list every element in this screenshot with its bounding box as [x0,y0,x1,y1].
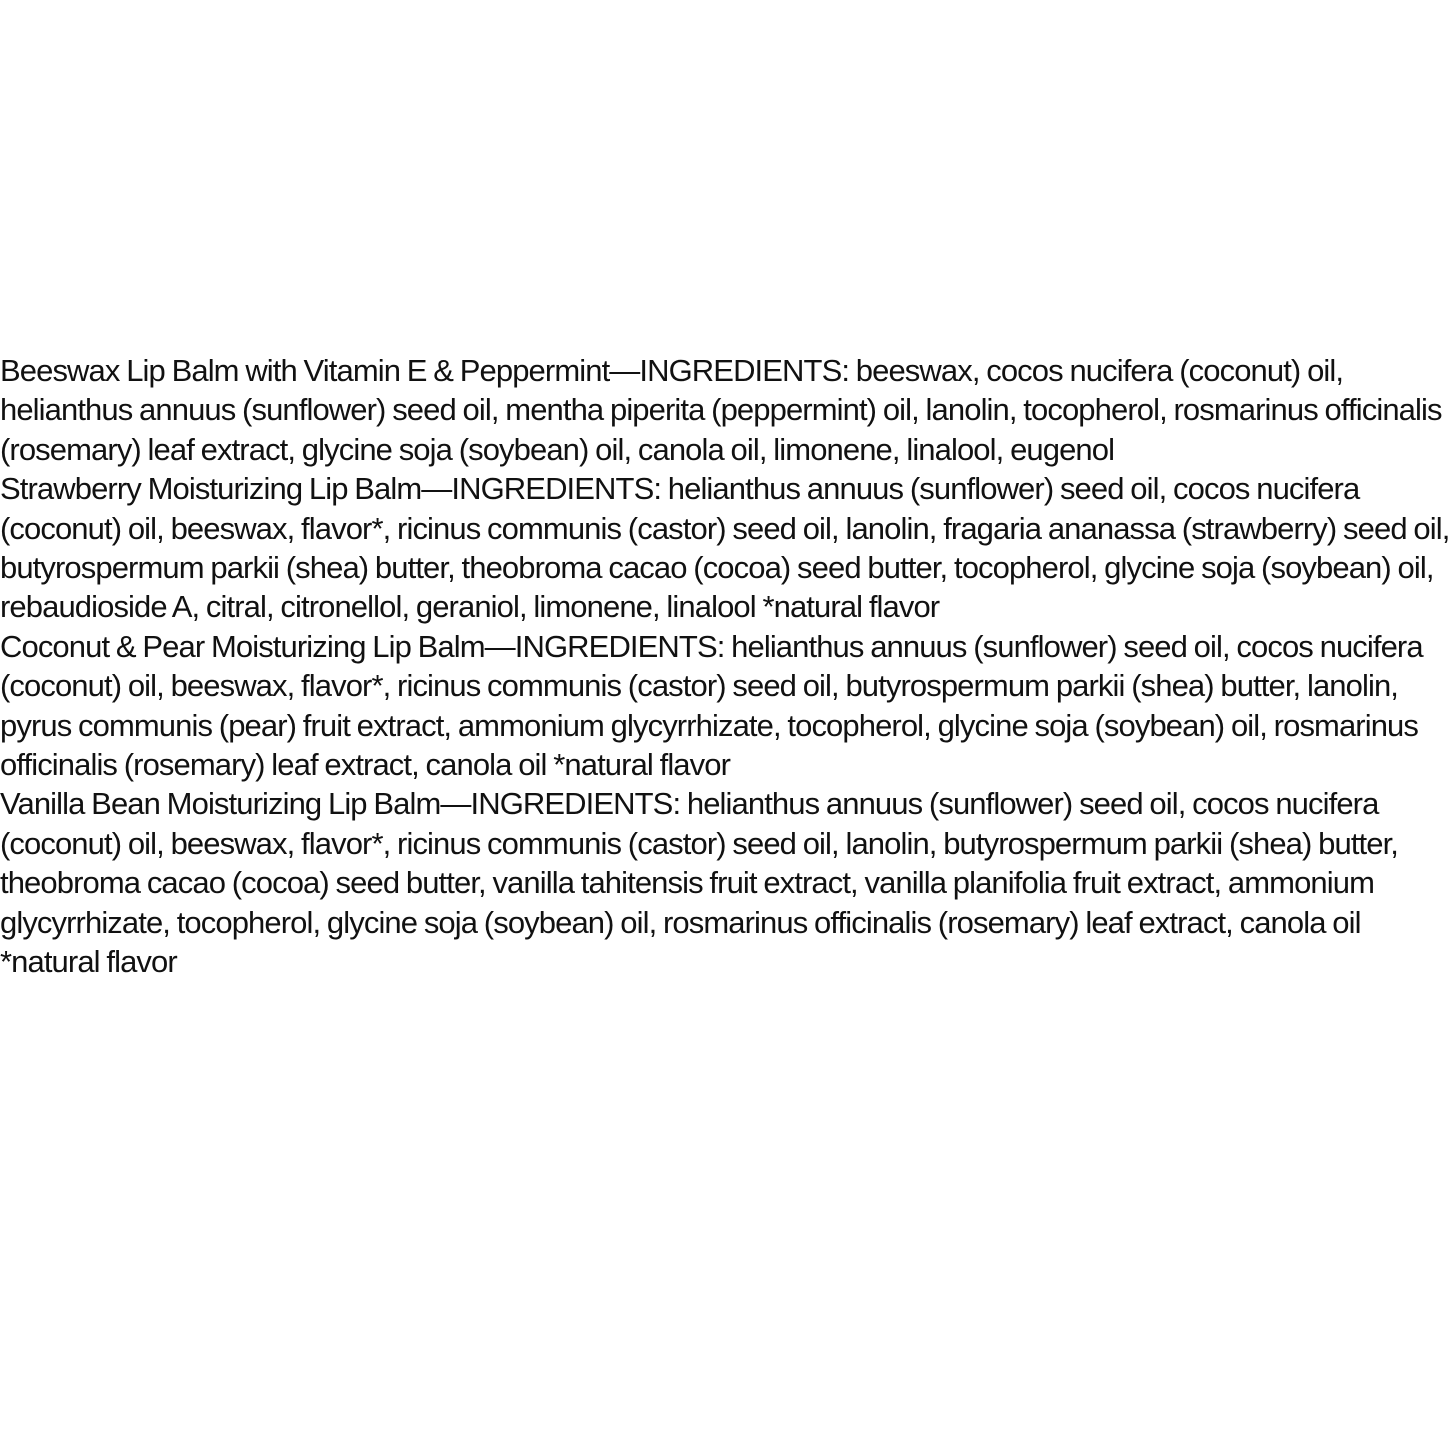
ingredients-vanilla-bean: Vanilla Bean Moisturizing Lip Balm—INGREDIENTS: helianthus annuus (sunflower) seed oil, cocos nucifera (coconut) oil, beeswax, flavor*, ricinus communis (castor) seed oil, lanolin, butyrospermum parkii (shea) butter, theobroma cacao (cocoa) seed butter, vanilla tahitensis fruit extract, vanilla planifolia fruit extract, ammonium glycyrrhizate, tocopherol, glycine soja (soybean) oil, rosmarinus officinalis (rosemary) leaf extract, canola oil *natural flavor [0,786,1399,980]
ingredients-list [0,351,1456,982]
ingredients-coconut-pear: Coconut & Pear Moisturizing Lip Balm—INGREDIENTS: helianthus annuus (sunflower) seed oil, cocos nucifera (coconut) oil, beeswax, flavor*, ricinus communis (castor) seed oil, butyrospermum parkii (shea) butter, lanolin, pyrus communis (pear) fruit extract, ammonium glycyrrhizate, tocopherol, glycine soja (soybean) oil, rosmarinus officinalis (rosemary) leaf extract, canola oil *natural flavor [0,628,1423,783]
ingredients-beeswax-peppermint: Beeswax Lip Balm with Vitamin E & Peppermint—INGREDIENTS: beeswax, cocos nucifera (coconut) oil, helianthus annuus (sunflower) seed oil, mentha piperita (peppermint) oil, lanolin, tocopherol, rosmarinus officinalis (rosemary) leaf extract, glycine soja (soybean) oil, canola oil, limonene, linalool, eugenol [0,353,1442,467]
ingredients-strawberry: Strawberry Moisturizing Lip Balm—INGREDIENTS: helianthus annuus (sunflower) seed oil, cocos nucifera (coconut) oil, beeswax, flavor*, ricinus communis (castor) seed oil, lanolin, fragaria ananassa (strawberry) seed oil, butyrospermum parkii (shea) butter, theobroma cacao (cocoa) seed butter, tocopherol, glycine soja (soybean) oil, rebaudioside A, citral, citronellol, geraniol, limonene, linalool *natural flavor [0,471,1450,625]
